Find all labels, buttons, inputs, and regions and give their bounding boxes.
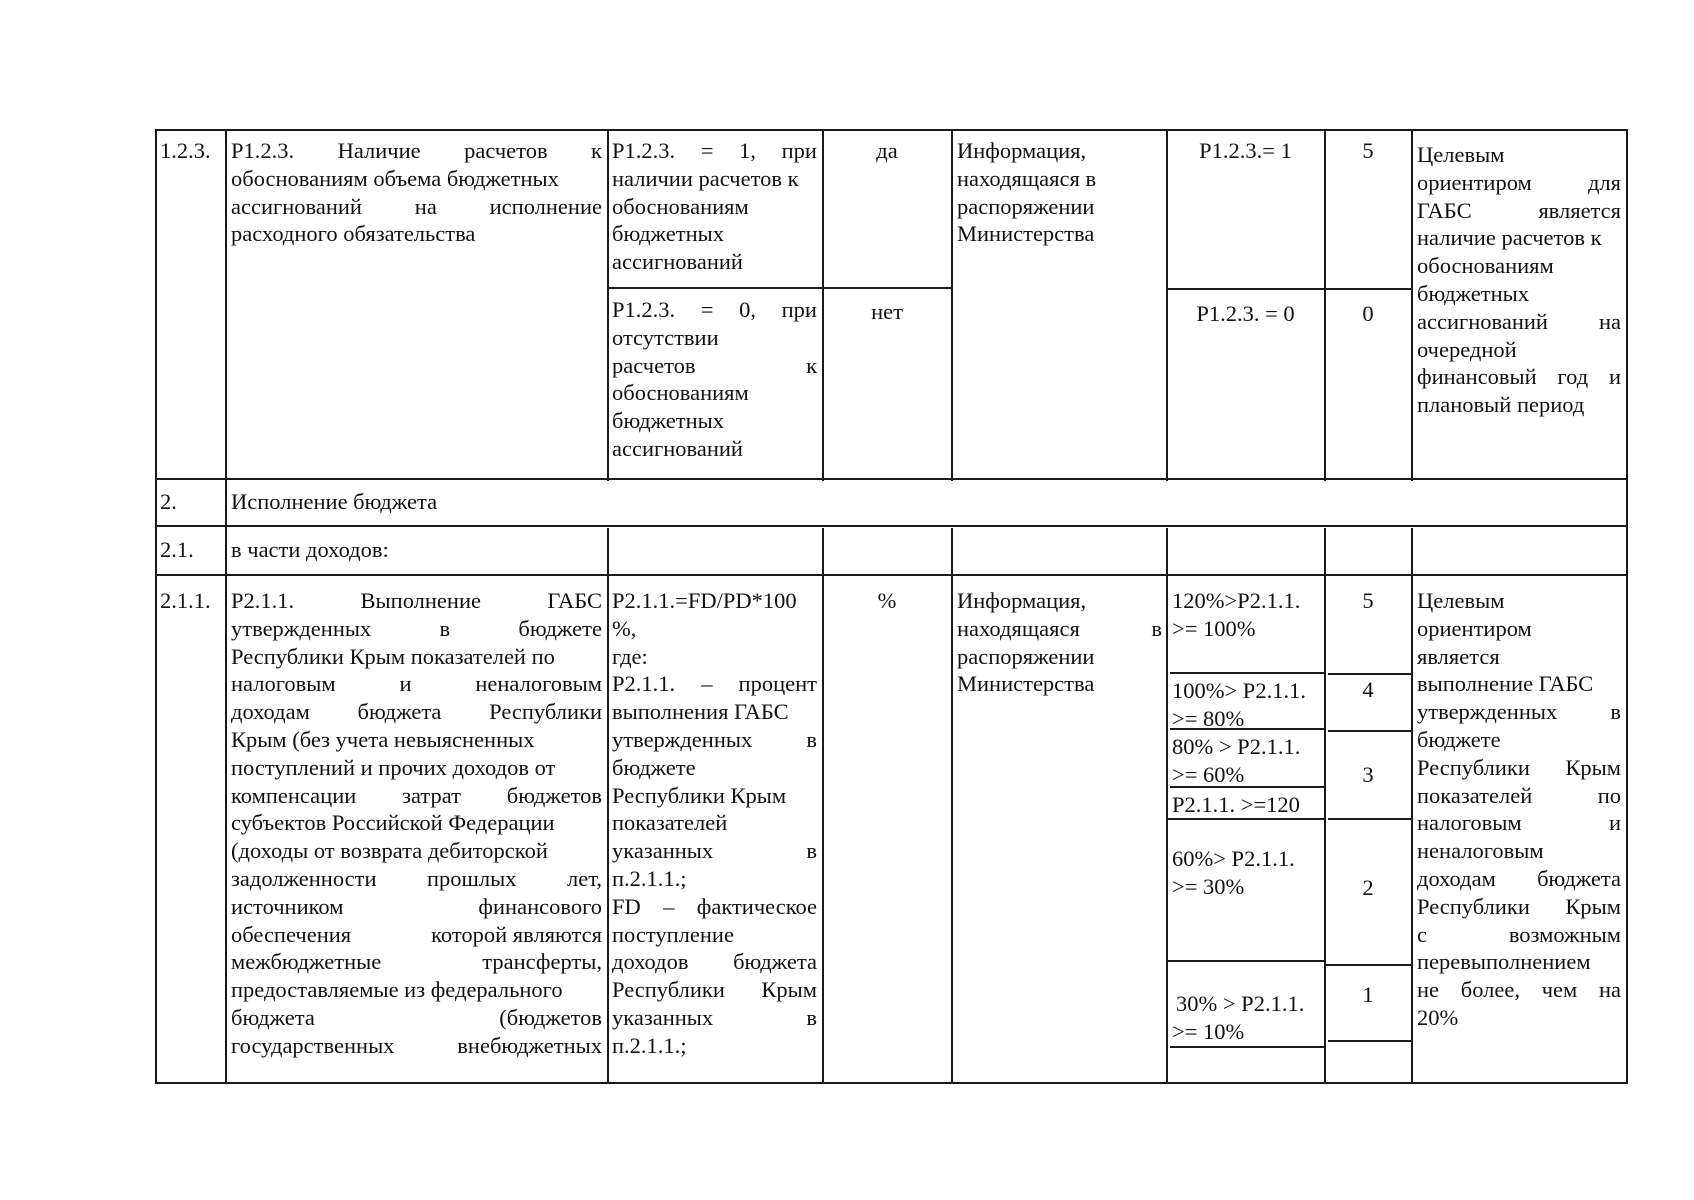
formula — [612, 587, 817, 1060]
condition-yes: Р1.2.3.= 1 — [1199, 138, 1292, 163]
text-line — [957, 587, 1162, 615]
word: распоряжении — [957, 193, 1095, 219]
word: п.2.1.1.; — [612, 1032, 687, 1058]
col-divider — [607, 528, 609, 1084]
text-line — [1417, 643, 1621, 671]
word: ассигнований — [1417, 308, 1548, 334]
text-line — [231, 865, 602, 893]
word: при — [781, 297, 817, 322]
word: утвержденных — [1417, 699, 1558, 725]
word: и — [1608, 810, 1621, 836]
formula-no — [612, 296, 817, 463]
word: Министерства — [957, 221, 1095, 247]
word: в — [806, 1004, 817, 1030]
word: Республики — [1417, 893, 1530, 919]
text-line — [1417, 976, 1621, 1004]
word: Р1.2.3. — [612, 297, 676, 322]
row-divider — [607, 287, 951, 289]
word: выполнения ГАБС — [612, 699, 789, 725]
col-divider — [225, 129, 227, 1084]
col-divider — [607, 129, 609, 481]
text-line — [612, 837, 817, 865]
word: плановый период — [1417, 392, 1585, 418]
row-number: 2.1.1. — [160, 588, 211, 613]
text-line — [231, 921, 602, 949]
word: ассигнований — [612, 249, 743, 275]
col-divider — [951, 129, 953, 481]
condition-no: Р1.2.3. = 0 — [1196, 301, 1295, 326]
text-line — [957, 670, 1162, 698]
text-line — [1417, 670, 1621, 698]
word: распоряжении — [957, 643, 1095, 669]
text-line — [231, 726, 602, 754]
word: ГАБС — [1417, 197, 1472, 223]
word: наличии расчетов к — [612, 165, 799, 191]
word: на — [1598, 308, 1621, 334]
word: фактическое — [696, 893, 817, 919]
text-line — [231, 587, 602, 615]
text-line — [1417, 837, 1621, 865]
word: чем — [1541, 977, 1578, 1003]
word: Наличие — [337, 138, 421, 163]
word: бюджета — [1537, 865, 1621, 891]
word: бюджетных — [1417, 280, 1530, 306]
col-divider — [1411, 129, 1413, 481]
formula-yes — [612, 137, 817, 276]
data-source — [957, 587, 1162, 698]
word: расчетов — [612, 352, 696, 378]
word: бюджета — [733, 949, 817, 975]
score-no: 0 — [1362, 301, 1374, 326]
row-divider — [155, 574, 1628, 576]
condition: 80% > Р2.1.1. >= 60% Р2.1.1. >=120 — [1172, 734, 1301, 817]
word: Республики Крым — [612, 782, 787, 808]
col-divider — [1411, 528, 1413, 1084]
text-line — [612, 137, 817, 165]
subsection-title: в части доходов: — [231, 537, 389, 562]
word: к — [806, 352, 817, 378]
text-line — [231, 782, 602, 810]
word: обеспечения — [231, 921, 352, 947]
col-divider — [1166, 528, 1168, 1084]
text-line — [231, 615, 602, 643]
text-line — [231, 893, 602, 921]
row-divider — [1328, 818, 1412, 820]
word: на — [1598, 977, 1621, 1003]
text-line — [1417, 336, 1621, 364]
word: Республики — [1417, 754, 1530, 780]
text-line — [612, 379, 817, 407]
word: находящаяся в — [957, 165, 1097, 191]
word: бюджетных — [612, 408, 725, 434]
word: Р1.2.3. — [231, 138, 295, 163]
text-line — [612, 893, 817, 921]
table-border-left — [155, 129, 157, 1084]
word: ориентиром — [1417, 615, 1532, 641]
condition: 30% > Р2.1.1. >= 10% — [1172, 991, 1305, 1044]
word: бюджета — [357, 699, 442, 725]
word: прошлых — [427, 865, 517, 891]
word: налоговым — [1417, 810, 1522, 836]
row-divider — [1328, 1040, 1412, 1042]
word: бюджетов — [506, 782, 602, 808]
word: процент — [738, 671, 817, 697]
text-line — [1417, 698, 1621, 726]
row-number: 1.2.3. — [160, 138, 211, 163]
word: – — [701, 671, 713, 697]
word: п.2.1.1.; — [612, 865, 687, 891]
text-line — [612, 615, 817, 643]
text-line — [231, 1004, 602, 1032]
word: является — [1538, 197, 1621, 223]
text-line — [612, 1032, 817, 1060]
text-line — [612, 165, 817, 193]
text-line — [612, 809, 817, 837]
word: отсутствии — [612, 324, 719, 350]
word: утвержденных — [612, 726, 753, 752]
text-line — [1417, 587, 1621, 615]
word: FD — [612, 893, 641, 919]
text-line — [612, 948, 817, 976]
word: и — [1608, 364, 1621, 390]
word: находящаяся — [957, 615, 1080, 641]
word: = — [700, 297, 714, 322]
word: Р1.2.3. — [612, 138, 676, 163]
text-line — [231, 1032, 602, 1060]
word: компенсации — [231, 782, 357, 808]
text-line — [612, 754, 817, 782]
word: Информация, — [957, 138, 1087, 163]
word: обоснованиям — [1417, 253, 1554, 279]
word: (бюджетов — [499, 1004, 602, 1030]
row-divider — [1170, 672, 1325, 674]
row-number: 2. — [160, 489, 177, 514]
text-line — [231, 698, 602, 726]
text-line — [1417, 141, 1621, 169]
word: предоставляемые из федерального — [231, 977, 563, 1003]
word: налоговым — [231, 671, 336, 697]
word: в — [439, 615, 451, 641]
word: обоснованиям — [612, 380, 749, 406]
text-line — [612, 248, 817, 276]
word: Крым — [761, 977, 817, 1003]
text-line — [1417, 280, 1621, 308]
word: внебюджетных — [457, 1032, 602, 1058]
word: утвержденных — [231, 615, 372, 641]
text-line — [1417, 252, 1621, 280]
word: = — [700, 138, 714, 163]
word: ассигнований — [612, 435, 743, 461]
word: трансферты, — [482, 949, 602, 975]
row-divider — [1328, 730, 1412, 732]
text-line — [957, 137, 1162, 165]
word: источником — [231, 893, 344, 919]
score: 5 — [1362, 588, 1374, 613]
word: расходного обязательства — [231, 221, 476, 247]
word: расчетов — [464, 138, 548, 163]
word: которой являются — [431, 921, 602, 947]
word: обоснованиям объема бюджетных — [231, 165, 559, 191]
target-description — [1417, 587, 1621, 1032]
text-line — [612, 296, 817, 324]
text-line — [612, 670, 817, 698]
text-line — [1417, 865, 1621, 893]
word: год — [1557, 364, 1589, 390]
word: и — [399, 671, 412, 697]
word: государственных — [231, 1032, 395, 1058]
text-line — [1417, 1004, 1621, 1032]
row-number: 2.1. — [160, 537, 194, 562]
text-line — [231, 220, 602, 248]
word: поступлений и прочих доходов от — [231, 754, 556, 780]
text-line — [612, 220, 817, 248]
word: обоснованиям — [612, 193, 749, 219]
word: более, — [1460, 977, 1520, 1003]
text-line — [231, 670, 602, 698]
word: Целевым — [1417, 588, 1505, 613]
word: в — [806, 726, 817, 752]
score: 3 — [1362, 762, 1374, 787]
text-line — [231, 976, 602, 1004]
text-line — [612, 352, 817, 380]
table-border-right — [1626, 129, 1628, 1084]
word: финансового — [478, 893, 602, 919]
text-line — [612, 1004, 817, 1032]
text-line — [612, 726, 817, 754]
indicator-name — [231, 587, 602, 1060]
word: бюджете — [518, 615, 602, 641]
word: Министерства — [957, 671, 1095, 697]
score-yes: 5 — [1362, 138, 1374, 163]
word: не — [1417, 977, 1440, 1003]
word: в — [1610, 699, 1621, 725]
text-line — [1417, 363, 1621, 391]
text-line — [612, 435, 817, 463]
word: затрат — [402, 782, 461, 808]
word: неналоговым — [1417, 838, 1544, 864]
text-line — [231, 137, 602, 165]
word: субъектов Российской Федерации — [231, 810, 555, 836]
word: к — [591, 138, 602, 163]
word: выполнение ГАБС — [1417, 671, 1594, 697]
word: Крым (без учета невыясненных — [231, 726, 535, 752]
unit: % — [877, 588, 897, 613]
text-line — [612, 193, 817, 221]
text-line — [957, 193, 1162, 221]
word: бюджета — [231, 1004, 315, 1030]
row-divider — [1324, 964, 1411, 966]
word: возможным — [1508, 921, 1621, 947]
text-line — [231, 809, 602, 837]
word: ассигнований — [231, 193, 362, 219]
word: бюджете — [1417, 726, 1501, 752]
word: указанных — [612, 1004, 714, 1030]
word: Крым — [1565, 754, 1621, 780]
word: доходов — [612, 949, 689, 975]
table-border-top — [155, 129, 1628, 131]
score: 4 — [1362, 677, 1374, 702]
word: – — [663, 893, 675, 919]
row-divider — [155, 525, 1628, 527]
word: бюджете — [612, 754, 696, 780]
word: Республики — [612, 977, 725, 1003]
word: показателей — [612, 810, 728, 836]
text-line — [612, 976, 817, 1004]
row-divider — [155, 478, 1628, 480]
text-line — [231, 165, 602, 193]
word: в — [806, 838, 817, 864]
word: Республики — [489, 699, 602, 725]
text-line — [612, 921, 817, 949]
text-line — [1417, 615, 1621, 643]
row-divider — [1170, 1046, 1325, 1048]
word: Целевым — [1417, 142, 1505, 167]
word: межбюджетные — [231, 949, 382, 975]
word: Крым — [1565, 893, 1621, 919]
score: 2 — [1362, 875, 1374, 900]
text-line — [957, 643, 1162, 671]
word: в — [1151, 615, 1162, 641]
text-line — [612, 643, 817, 671]
condition: 60%> Р2.1.1. >= 30% — [1172, 846, 1295, 899]
text-line — [612, 407, 817, 435]
text-line — [231, 643, 602, 671]
text-line — [1417, 726, 1621, 754]
word: 20% — [1417, 1004, 1459, 1030]
word: неналоговым — [475, 671, 602, 697]
word: доходам — [231, 699, 310, 725]
text-line — [1417, 754, 1621, 782]
word: Республики Крым показателей по — [231, 643, 555, 669]
unit-no: нет — [871, 299, 903, 324]
word: ориентиром — [1417, 169, 1532, 195]
condition: 120%>Р2.1.1. >= 100% — [1172, 588, 1301, 641]
word: поступление — [612, 921, 734, 947]
text-line — [231, 837, 602, 865]
word: является — [1417, 643, 1500, 669]
text-line — [957, 220, 1162, 248]
word: задолженности — [231, 865, 377, 891]
word: 0, — [739, 297, 756, 322]
word: Выполнение — [360, 588, 481, 613]
word: Информация, — [957, 588, 1087, 613]
word: показателей — [1417, 782, 1533, 808]
text-line — [231, 948, 602, 976]
word: финансовый — [1417, 364, 1537, 390]
word: где: — [612, 643, 648, 669]
text-line — [612, 324, 817, 352]
text-line — [612, 865, 817, 893]
word: ГАБС — [547, 588, 602, 613]
condition: 100%> Р2.1.1. >= 80% — [1172, 678, 1306, 731]
word: на — [414, 193, 437, 219]
text-line — [231, 754, 602, 782]
word: Р2.1.1. — [612, 671, 676, 697]
word: перевыполнением — [1417, 949, 1591, 975]
word: для — [1587, 169, 1621, 195]
word: %, — [612, 615, 637, 641]
word: наличие расчетов к — [1417, 225, 1602, 251]
text-line — [1417, 782, 1621, 810]
text-line — [957, 615, 1162, 643]
text-line — [1417, 391, 1621, 419]
text-line — [1417, 169, 1621, 197]
row-divider — [1166, 960, 1324, 962]
word: бюджетных — [612, 221, 725, 247]
section-title: Исполнение бюджета — [231, 489, 438, 514]
text-line — [1417, 224, 1621, 252]
text-line — [612, 587, 817, 615]
word: по — [1597, 782, 1621, 808]
word: с — [1417, 921, 1427, 947]
word: очередной — [1417, 336, 1517, 362]
text-line — [1417, 921, 1621, 949]
col-divider — [951, 528, 953, 1084]
score: 1 — [1362, 982, 1374, 1007]
word: при — [781, 138, 817, 163]
row-divider — [1328, 673, 1412, 675]
text-line — [1417, 948, 1621, 976]
indicator-name — [231, 137, 602, 248]
word: лет, — [567, 865, 602, 891]
text-line — [1417, 893, 1621, 921]
target-description — [1417, 141, 1621, 419]
word: 1, — [739, 138, 756, 163]
word: (доходы от возврата дебиторской — [231, 838, 548, 864]
row-divider — [1166, 288, 1411, 290]
unit-yes: да — [876, 138, 898, 163]
word: доходам — [1417, 865, 1496, 891]
text-line — [1417, 809, 1621, 837]
data-source — [957, 137, 1162, 248]
text-line — [1417, 308, 1621, 336]
word: Р2.1.1.=FD/PD*100 — [612, 588, 797, 613]
text-line — [612, 782, 817, 810]
text-line — [957, 165, 1162, 193]
word: Р2.1.1. — [231, 588, 295, 613]
table-border-bottom — [155, 1082, 1628, 1084]
word: указанных — [612, 838, 714, 864]
text-line — [612, 698, 817, 726]
text-line — [231, 193, 602, 221]
text-line — [1417, 197, 1621, 225]
word: исполнение — [489, 193, 602, 219]
